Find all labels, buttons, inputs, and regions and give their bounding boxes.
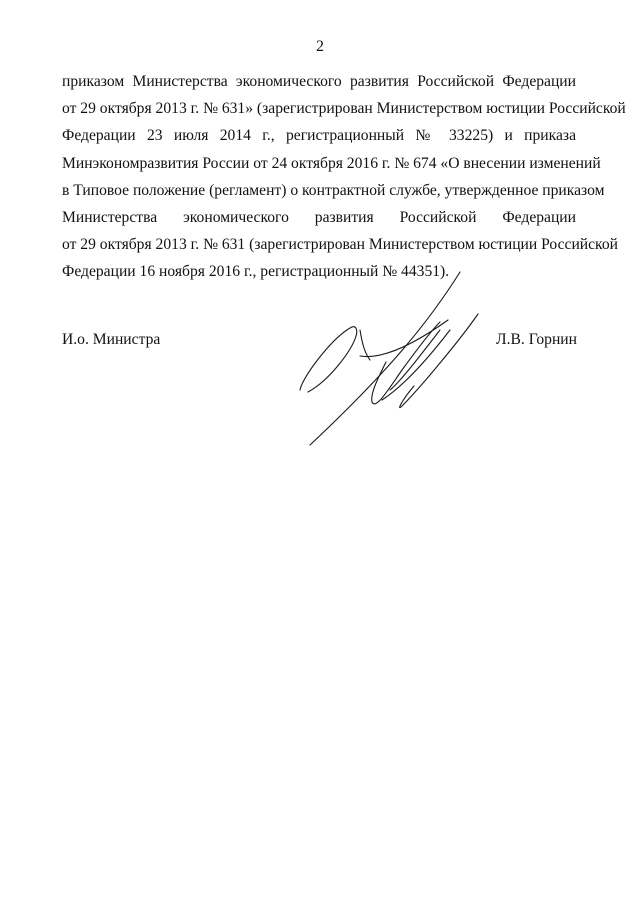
text-line: Министерства экономического развития Российской Федерации: [62, 209, 576, 227]
signer-position: И.о. Министра: [62, 331, 161, 348]
signer-name: Л.В. Горнин: [496, 331, 577, 348]
text-line: Федерации 23 июля 2014 г., регистрационный № 33225) и приказа: [62, 127, 576, 145]
text-line: приказом Министерства экономического развития Российской Федерации: [62, 73, 576, 90]
handwritten-signature: [290, 270, 490, 450]
text-line: Федерации 16 ноября 2016 г., регистрационный № 44351).: [62, 263, 450, 281]
text-line: от 29 октября 2013 г. № 631» (зарегистрирован Министерством юстиции Российской: [62, 100, 626, 118]
text-line: от 29 октября 2013 г. № 631 (зарегистрирован Министерством юстиции Российской: [62, 236, 618, 254]
text-line: в Типовое положение (регламент) о контрактной службе, утвержденное приказом: [62, 181, 605, 199]
page-number: 2: [316, 38, 324, 55]
body-paragraph: [62, 68, 626, 286]
text-line: Минэкономразвития России от 24 октября 2016 г. № 674 «О внесении изменений: [62, 154, 601, 172]
